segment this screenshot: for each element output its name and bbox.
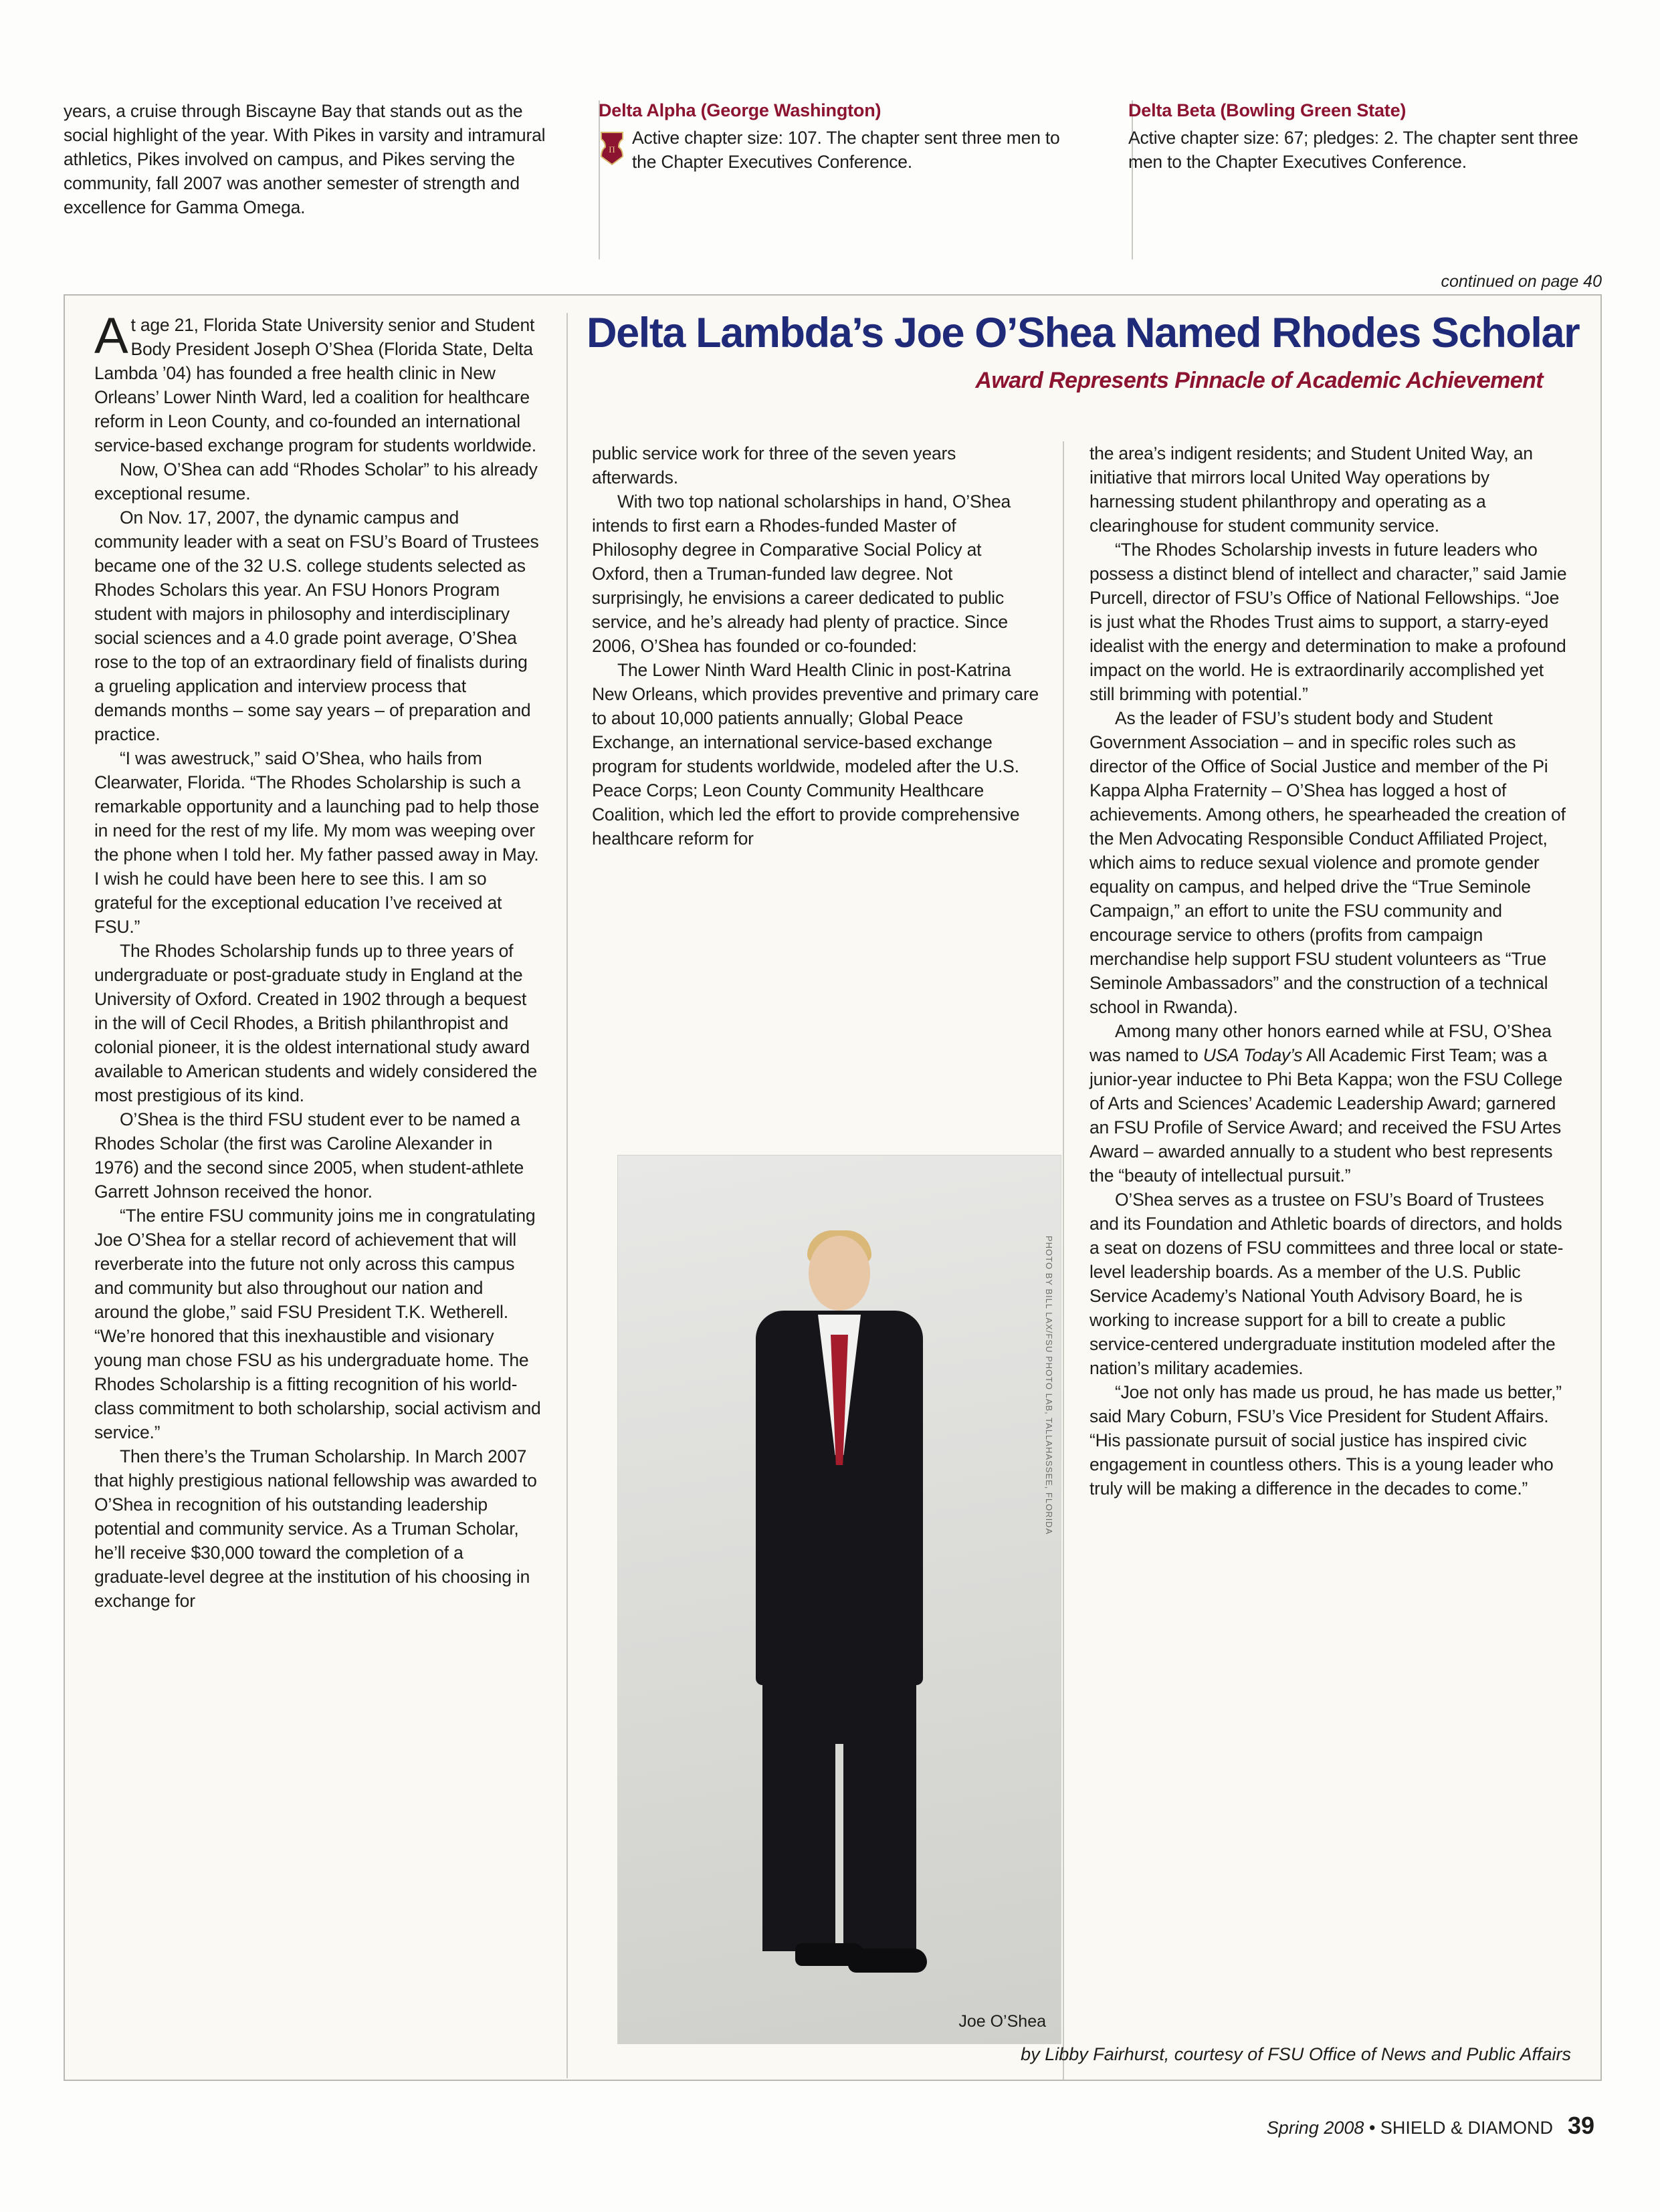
photo-credit-text: PHOTO BY BILL LAX/FSU PHOTO LAB, TALLAHASSEE, FLORIDA: [1044, 1236, 1054, 1535]
article-subhead: Award Represents Pinnacle of Academic Achievement: [975, 368, 1543, 393]
figure-leg-gap: [835, 1744, 843, 1951]
paragraph-text-post: All Academic First Team; was a junior-year inductee to Phi Beta Kappa; won the FSU College of Arts and Sciences’ Academic Leadership Award; garnered an FSU Profile of Service Award; and received the FSU Artes Award – awarded annually to a student who best represents the “beauty of intellectual pursuit.”: [1090, 1045, 1563, 1186]
footer-separator: •: [1368, 2118, 1376, 2138]
continued-on-page-note: continued on page 40: [1441, 272, 1602, 291]
article-byline: by Libby Fairhurst, courtesy of FSU Office of News and Public Affairs: [1021, 2044, 1571, 2064]
footer-issue: Spring 2008: [1266, 2118, 1364, 2138]
paragraph: [94, 308, 541, 457]
paragraph: O’Shea serves as a trustee on FSU’s Board of Trustees and its Foundation and Athletic boards of directors, and holds a seat on dozens of FSU committees and three local or state-level leadership boards. As a member of the U.S. Public Service Academy’s National Youth Advisory Board, he is working to increase support for a bill to create a public service-centered undergraduate institution modeled after the nation’s military academies.: [1090, 1190, 1564, 1378]
publication-name-italic: USA Today’s: [1203, 1045, 1303, 1065]
page-number: 39: [1567, 2112, 1594, 2139]
paragraph: As the leader of FSU’s student body and Student Government Association – and in specific roles such as director of the Office of Social Justice and member of the Pi Kappa Alpha Fraternity – O’Shea has logged a host of achievements. Among others, he spearheaded the creation of the Men Advocating Responsible Conduct Affiliated Project, which aims to reduce sexual violence and promote gender equality on campus, and helped drive the “True Seminole Campaign,” an effort to unite the FSU community and encourage service to others (profits from campaign merchandise help support FSU student volunteers as “True Seminole Ambassadors” and the construction of a technical school in Rwanda).: [1090, 708, 1566, 1017]
article-column-3: [1064, 441, 1571, 1613]
chapter-body-text: Active chapter size: 67; pledges: 2. The chapter sent three men to the Chapter Executives Conference.: [1128, 128, 1578, 172]
footer-publication: SHIELD & DIAMOND: [1380, 2118, 1553, 2138]
chapter-title: Delta Beta (Bowling Green State): [1128, 100, 1407, 120]
paragraph-text-pre: Among many other honors earned while at FSU, O’Shea was named to: [1090, 1021, 1552, 1065]
top-chapter-strip: [64, 99, 1602, 291]
photo-caption: Joe O’Shea: [958, 2012, 1046, 2031]
page-footer: [1267, 2112, 1594, 2140]
footer-issue-line: [1267, 2118, 1553, 2138]
paragraph: The Lower Ninth Ward Health Clinic in post-Katrina New Orleans, which provides preventive and primary care to about 10,000 patients annually; Global Peace Exchange, an international service-based exchange program for students worldwide, modeled after the U.S. Peace Corps; Leon County Community Healthcare Coalition, which led the effort to provide comprehensive healthcare reform for: [592, 660, 1039, 849]
paragraph: On Nov. 17, 2007, the dynamic campus and community leader with a seat on FSU’s Board of Trustees became one of the 32 U.S. college students selected as Rhodes Scholars this year. An FSU Honors Program student with majors in philosophy and interdisciplinary social sciences and a 4.0 grade point average, O’Shea rose to the top of an extraordinary field of finalists during a grueling application and interview process that demands months – some say years – of preparation and practice.: [94, 508, 539, 744]
figure-head: [809, 1236, 870, 1311]
paragraph: [1090, 1019, 1571, 1188]
paragraph: O’Shea is the third FSU student ever to be named a Rhodes Scholar (the first was Caroline Alexander in 1976) and the second since 2005, when student-athlete Garrett Johnson received the honor.: [94, 1109, 524, 1202]
article-photo: [617, 1155, 1061, 2044]
article-column-1: [94, 308, 566, 1613]
paragraph: “The entire FSU community joins me in congratulating Joe O’Shea for a stellar record of achievement that will reverberate into the future not only across this campus and community but also throughout our nation and around the globe,” said FSU President T.K. Wetherell. “We’re honored that this inexhaustible and visionary young man chose FSU as his undergraduate home. The Rhodes Scholarship is a fitting recognition of his world-class commitment to both scholarship, social activism and service.”: [94, 1206, 541, 1442]
paragraph: the area’s indigent residents; and Student United Way, an initiative that mirrors local United Way operations by harnessing student philanthropy and operating as a clearinghouse for student community service.: [1090, 443, 1533, 536]
paragraph: The Rhodes Scholarship funds up to three years of undergraduate or post-graduate study in England at the University of Oxford. Created in 1902 through a bequest in the will of Cecil Rhodes, a British philanthropist and colonial pioneer, it is the oldest international study award available to American students and widely considered the most prestigious of its kind.: [94, 941, 538, 1105]
paragraph: With two top national scholarships in hand, O’Shea intends to first earn a Rhodes-funded Master of Philosophy degree in Comparative Social Policy at Oxford, then a Truman-funded law degree. Not surprisingly, he envisions a career dedicated to public service, and he’s already had plenty of practice. Since 2006, O’Shea has founded or co-founded:: [592, 491, 1011, 656]
chapter-title: Delta Alpha (George Washington): [599, 100, 881, 120]
paragraph: public service work for three of the seven years afterwards.: [592, 443, 956, 487]
chapter-body-text: Active chapter size: 107. The chapter sent three men to the Chapter Executives Conference.: [632, 128, 1060, 172]
fraternity-crest-icon: [599, 130, 625, 166]
figure-shoe-right: [848, 1949, 927, 1973]
paragraph: “I was awestruck,” said O’Shea, who hails from Clearwater, Florida. “The Rhodes Scholarship is such a remarkable opportunity and a launching pad to help those in need for the rest of my life. My mom was weeping over the phone when I told her. My father passed away in May. I wish he could have been here to see this. I am so grateful for the exceptional education I’ve received at FSU.”: [94, 748, 540, 937]
svg-text:Π: Π: [609, 144, 615, 154]
feature-article-box: [64, 294, 1602, 2081]
paragraph: Then there’s the Truman Scholarship. In March 2007 that highly prestigious national fellowship was awarded to O’Shea in recognition of his outstanding leadership potential and community service. As a Truman Scholar, he’ll receive $30,000 toward the completion of a graduate-level degree at the institution of his choosing in exchange for: [94, 1446, 537, 1611]
paragraph: “The Rhodes Scholarship invests in future leaders who possess a distinct blend of intellect and character,” said Jamie Purcell, director of FSU’s Office of National Fellowships. “Joe is just what the Rhodes Trust aims to support, a starry-eyed idealist with the energy and determination to make a profound impact on the world. He is extraordinarily accomplished yet still brimming with potential.”: [1090, 540, 1567, 704]
continued-text-column: [64, 99, 572, 280]
chapter-report-delta-beta: [1100, 99, 1602, 291]
drop-cap: A: [94, 308, 128, 364]
paragraph-text: t age 21, Florida State University senior and Student Body President Joseph O’Shea (Florida State, Delta Lambda ’04) has founded a free health clinic in New Orleans’ Lower Ninth Ward, led a coalition for healthcare reform in Leon County, and co-founded an international service-based exchange program for students worldwide.: [94, 315, 536, 455]
continued-body-text: years, a cruise through Biscayne Bay that stands out as the social highlight of the year. With Pikes in varsity and intramural athletics, Pikes involved on campus, and Pikes serving the community, fall 2007 was another semester of strength and excellence for Gamma Omega.: [64, 101, 546, 217]
paragraph: “Joe not only has made us proud, he has made us better,” said Mary Coburn, FSU’s Vice President for Student Affairs. “His passionate pursuit of social justice has inspired civic engagement in countless others. This is a young leader who truly will be making a difference in the decades to come.”: [1090, 1382, 1562, 1499]
paragraph: Now, O’Shea can add “Rhodes Scholar” to his already exceptional resume.: [94, 459, 538, 504]
article-headline: Delta Lambda’s Joe O’Shea Named Rhodes Scholar: [587, 310, 1580, 356]
chapter-report-delta-alpha: [572, 99, 1100, 280]
